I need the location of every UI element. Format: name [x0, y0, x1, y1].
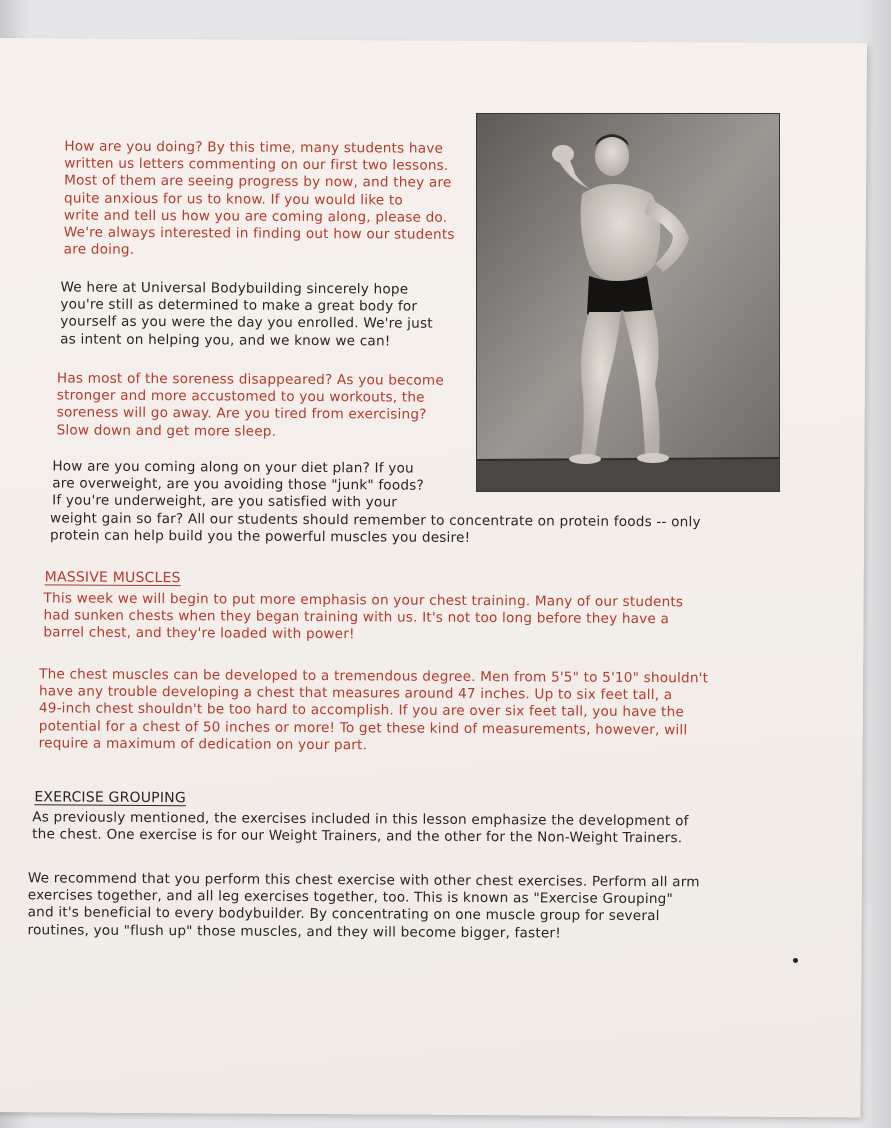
ink-speck — [793, 958, 798, 963]
hope-paragraph: We here at Universal Bodybuilding sincerely hope you're still as determined to make a great body for yourself as you were the day you enrolled. We're just as intent on helping you, and we know we can! — [60, 279, 433, 350]
massive-paragraph-2: The chest muscles can be developed to a tremendous degree. Men from 5'5" to 5'10" shouldn't have any trouble developing a chest that measures around 47 inches. Up to six feet tall, a 49-inch chest shouldn't be too hard to accomplish. If you are over six feet tall, you have the potential for a chest of 50 inches or more! To get these kind of measurements, however, will require a maximum of dedication on your part. — [38, 666, 709, 754]
grouping-paragraph-2: We recommend that you perform this chest exercise with other chest exercises. Perform all arm exercises together, and all leg exercises together, too. This is known as "Exercise Grouping" and it's beneficial to every bodybuilder. By concentrating on one muscle group for several routines, you "flush up" those muscles, and they will become bigger, faster! — [27, 870, 700, 942]
grouping-paragraph-1: As previously mentioned, the exercises included in this lesson emphasize the development of the chest. One exercise is for our Weight Trainers, and the other for the Non-Weight Trainers. — [32, 809, 689, 847]
bodybuilder-photo — [476, 113, 780, 492]
massive-muscles-heading: MASSIVE MUSCLES — [44, 569, 181, 587]
exercise-grouping-heading: EXERCISE GROUPING — [34, 789, 186, 807]
soreness-paragraph: Has most of the soreness disappeared? As you become stronger and more accustomed to you workouts, the soreness will go away. Are you tired from exercising? Slow down and get more sleep. — [56, 370, 444, 440]
diet-paragraph-wrapped: How are you coming along on your diet plan? If you are overweight, are you avoiding those "junk" foods? If you're underweight, are you satisfied with your — [52, 458, 424, 511]
diet-paragraph-continued: weight gain so far? All our students should remember to concentrate on protein foods -- only protein can help build you the powerful muscles you desire! — [49, 510, 701, 547]
intro-paragraph: How are you doing? By this time, many students have written us letters commenting on our first two lessons. Most of them are seeing progress by now, and they are quite anxious for us to know. If you would like to write and tell us how you are coming along, please do. We're always interested in finding out how our students are doing. — [63, 138, 455, 259]
massive-paragraph-1: This week we will begin to put more emphasis on your chest training. Many of our students had sunken chests when they began training with us. It's not too long before they have a barrel chest, and they're loaded with power! — [43, 590, 684, 643]
